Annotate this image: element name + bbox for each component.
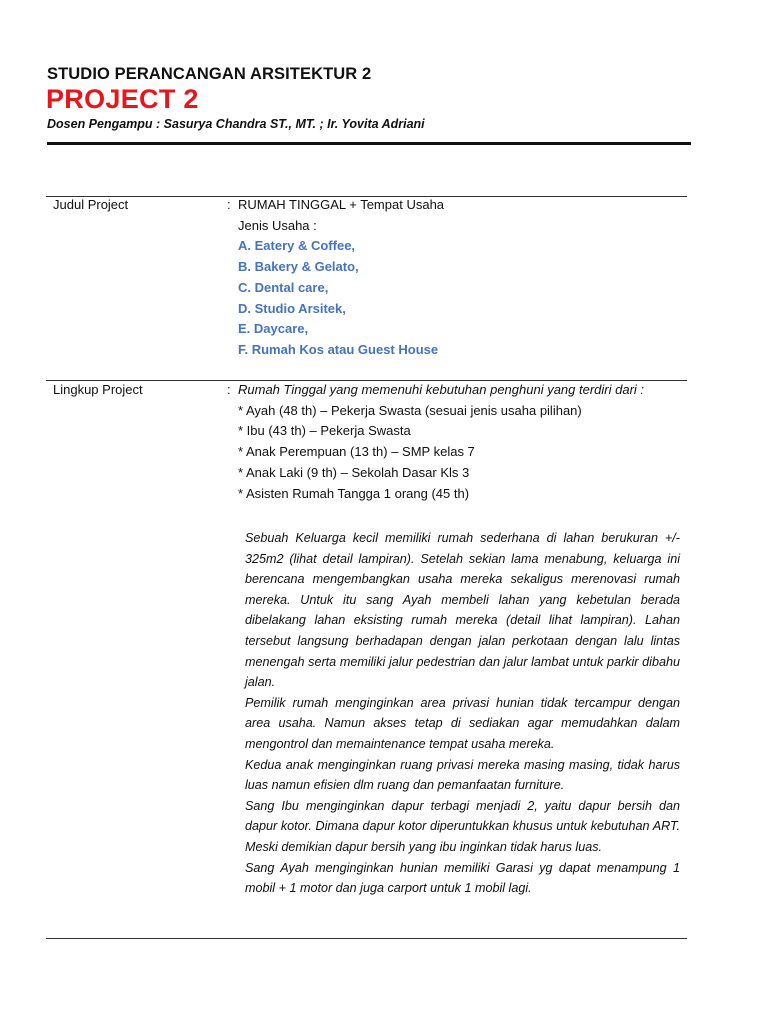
list-item: C. Dental care,: [238, 279, 329, 295]
judul-value: [238, 195, 444, 361]
list-item: * Anak Perempuan (13 th) – SMP kelas 7: [238, 444, 475, 460]
list-item: A. Eatery & Coffee,: [238, 238, 356, 254]
list-item: E. Daycare,: [238, 321, 309, 337]
header-divider: [47, 142, 691, 145]
description-paragraph: Sebuah Keluarga kecil memiliki rumah sederhana di lahan berukuran +/- 325m2 (lihat detail lampiran). Setelah sekian lama menabung, keluarga ini berencana mengembangkan usaha mereka sekaligus merenovasi rumah mereka. Untuk itu sang Ayah membeli lahan yang kebetulan berada dibelakang lahan eksisting rumah mereka (detail lihat lampiran). Lahan tersebut langsung berhadapan dengan jalan perkotaan dengan lalu lintas menengah serta memiliki jalur pedestrian dan jalur lambat untuk parkir dibahu jalan.: [245, 531, 680, 690]
lecturer-line: Dosen Pengampu : Sasurya Chandra ST., MT. ; Ir. Yovita Adriani: [47, 117, 425, 131]
project-type: RUMAH TINGGAL + Tempat Usaha: [238, 197, 445, 212]
lingkup-colon: :: [227, 382, 231, 397]
judul-label: Judul Project: [53, 197, 129, 212]
list-item: * Anak Laki (9 th) – Sekolah Dasar Kls 3: [238, 464, 470, 480]
list-item: D. Studio Arsitek,: [238, 300, 346, 316]
project-title: PROJECT 2: [46, 84, 199, 114]
description-block: [245, 528, 680, 899]
list-item: B. Bakery & Gelato,: [238, 259, 359, 275]
list-item: F. Rumah Kos atau Guest House: [238, 341, 439, 357]
description-paragraph: Sang Ayah menginginkan hunian memiliki Garasi yg dapat menampung 1 mobil + 1 motor dan juga carport untuk 1 mobil lagi.: [245, 860, 680, 896]
course-title: STUDIO PERANCANGAN ARSITEKTUR 2: [47, 65, 372, 83]
lingkup-intro: Rumah Tinggal yang memenuhi kebutuhan penghuni yang terdiri dari :: [238, 382, 645, 397]
judul-colon: :: [227, 197, 231, 212]
jenis-usaha-label: Jenis Usaha :: [238, 217, 317, 233]
table-bottom-rule: [46, 938, 687, 939]
description-paragraph: Pemilik rumah menginginkan area privasi hunian tidak tercampur dengan area usaha. Namun akses tetap di sediakan agar memudahkan dalam mengontrol dan memaintenance tempat usaha mereka.: [245, 695, 680, 751]
lingkup-value: [238, 380, 644, 504]
list-item: * Ibu (43 th) – Pekerja Swasta: [238, 423, 411, 439]
list-item: * Asisten Rumah Tangga 1 orang (45 th): [238, 485, 470, 501]
description-paragraph: Kedua anak menginginkan ruang privasi mereka masing masing, tidak harus luas namun efisien dlm ruang dan pemanfaatan furniture.: [245, 757, 680, 793]
description-paragraph: Sang Ibu menginginkan dapur terbagi menjadi 2, yaitu dapur bersih dan dapur kotor. Dimana dapur kotor diperuntukkan khusus untuk kebutuhan ART. Meski demikian dapur bersih yang ibu inginkan tidak harus luas.: [245, 798, 680, 854]
lingkup-label: Lingkup Project: [53, 382, 143, 397]
list-item: * Ayah (48 th) – Pekerja Swasta (sesuai jenis usaha pilihan): [238, 402, 582, 418]
